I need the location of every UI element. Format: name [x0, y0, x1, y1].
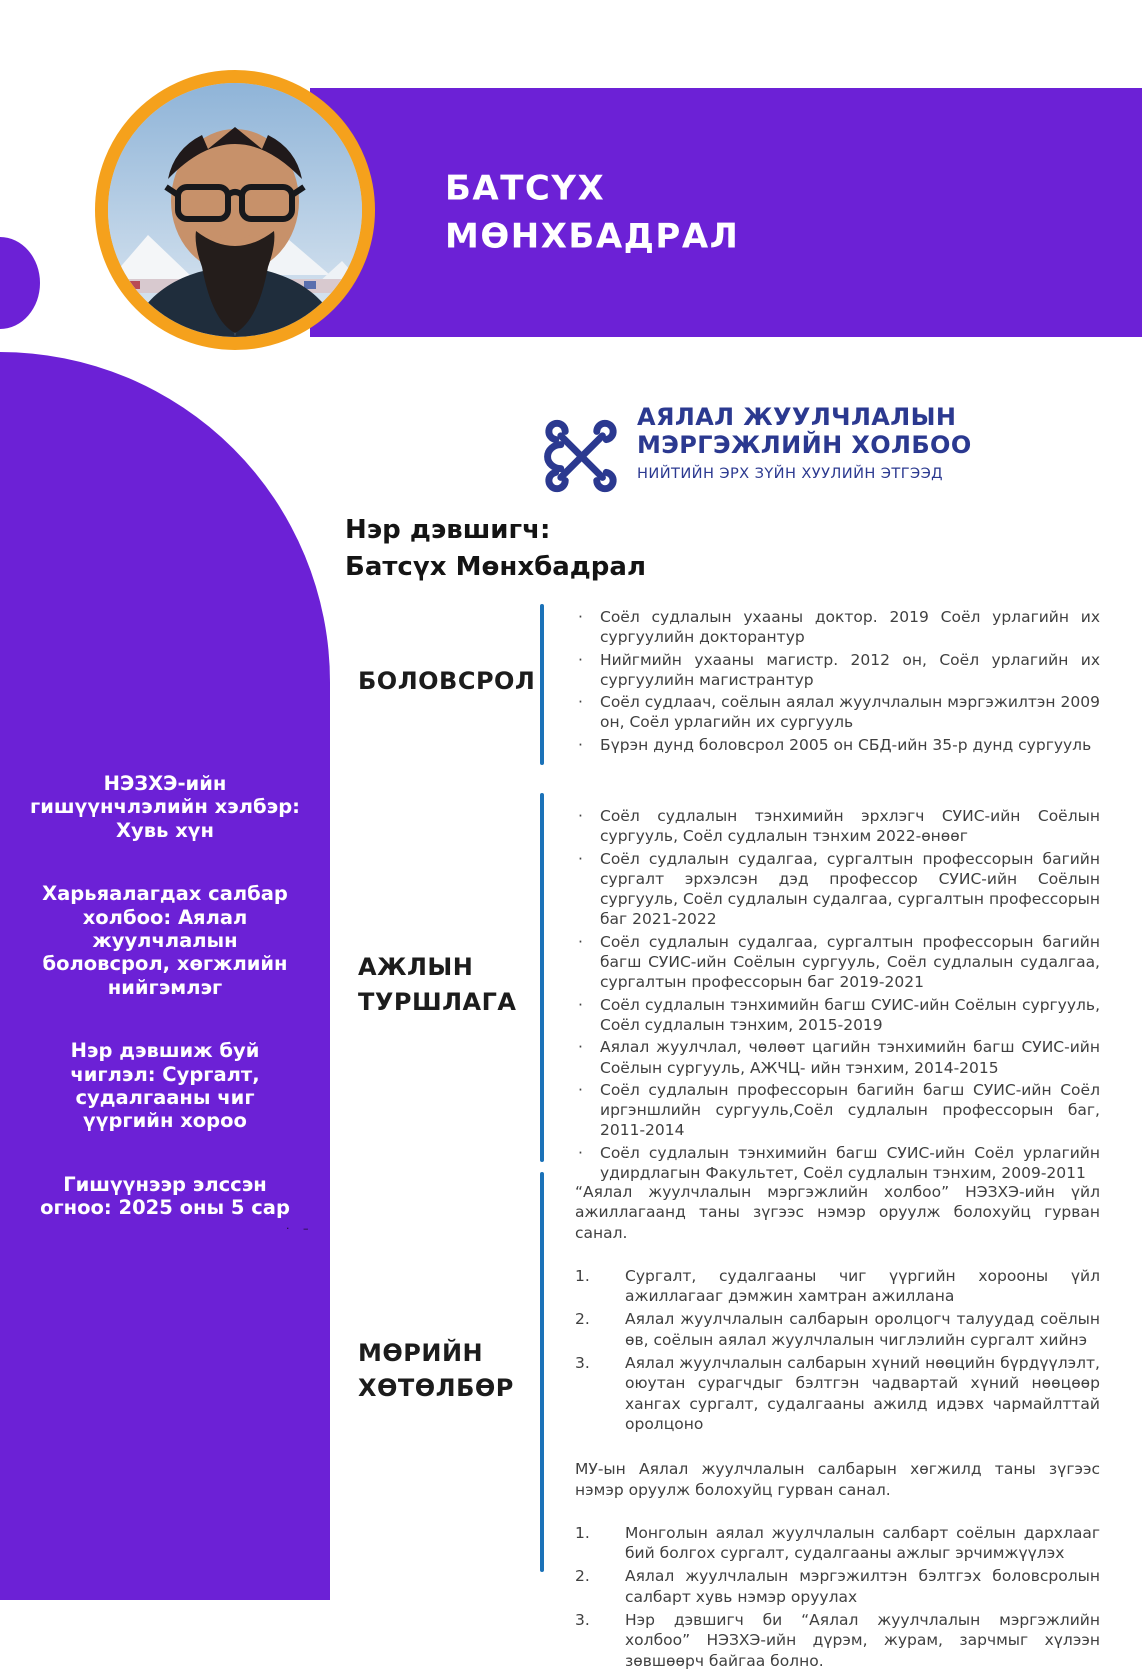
platform-divider-line — [540, 1172, 544, 1572]
portrait-illustration — [108, 83, 362, 337]
logo-title-line1: АЯЛАЛ ЖУУЛЧЛАЛЫН — [637, 403, 957, 431]
platform-list2-item: Нэр дэвшигч би “Аялал жуулчлалын мэргэжлийн холбоо” НЭЗХЭ-ийн дүрэм, журам, зарчмыг хүлээн зөвшөөрч байгаа болно. — [625, 1611, 1100, 1670]
candidate-name: Батсүх Мөнхбадрал — [345, 551, 646, 582]
education-bullet-item: · Нийгмийн ухааны магистр. 2012 он, Соёл урлагийн их сургуулийн магистрантур — [600, 650, 1100, 691]
platform-list1-item: Сургалт, судалгааны чиг үүргийн хорооны үйл ажиллагааг дэмжин хамтран ажиллана — [625, 1266, 1100, 1306]
education-content — [575, 607, 1100, 757]
platform-list-1 — [575, 1266, 1100, 1434]
sidebar-info — [0, 772, 330, 1259]
experience-heading — [358, 950, 517, 1020]
purple-petal-accent — [0, 237, 40, 329]
platform-heading-line2: ХӨТӨЛБӨР — [358, 1373, 514, 1402]
platform-heading — [358, 1336, 514, 1406]
platform-list1-item: Аялал жуулчлалын салбарын хүний нөөцийн бүрдүүлэлт, оюутан сурагчдыг бэлтгэн чадвартай хүний нөөцөөр хангах сургалт, судалгааны ажилд идэвх чармайлттай оролцоно — [625, 1354, 1100, 1433]
education-bullet-item: · Соёл судлалын ухааны доктор. 2019 Соёл урлагийн их сургуулийн докторантур — [600, 607, 1100, 648]
sidebar-member-since: Гишүүнээр элссэн огноо: 2025 оны 5 сар — [40, 1172, 290, 1220]
logo-subtitle: НИЙТИЙН ЭРХ ЗҮЙН ХУУЛИЙН ЭТГЭЭД — [637, 464, 943, 482]
experience-bullet-item: · Соёл судлалын тэнхимийн эрхлэгч СУИС-ийн Соёлын сургууль, Соёл судлалын тэнхим 2022-өнөөг — [600, 806, 1100, 847]
education-divider-line — [540, 604, 544, 765]
experience-bullet-item: · Соёл судлалын тэнхимийн багш СУИС-ийн Соёл урлагийн удирдлагын Факультет, Соёл судлалын тэнхим, 2009-2011 — [600, 1143, 1100, 1184]
platform-list2-item: Аялал жуулчлалын мэргэжилтэн бэлтгэх боловсролын салбарт хувь нэмэр оруулах — [625, 1567, 1100, 1606]
candidate-intro — [345, 512, 646, 586]
left-purple-column — [0, 352, 330, 1600]
experience-divider-line — [540, 793, 544, 1162]
banner-name-line1: БАТСҮХ — [445, 168, 606, 209]
candidate-label: Нэр дэвшигч: — [345, 515, 551, 545]
experience-bullet-item: · Соёл судлалын тэнхимийн багш СУИС-ийн Соёлын сургууль, Соёл судлалын тэнхим, 2015-2019 — [600, 995, 1100, 1036]
portrait-photo — [95, 70, 375, 350]
experience-bullet-item: · Аялал жуулчлал, чөлөөт цагийн тэнхимийн багш СУИС-ийн Соёлын сургууль, АЖЧЦ- ийн тэнхим, 2014-2015 — [600, 1037, 1100, 1078]
sidebar-membership-type: НЭЗХЭ-ийн гишүүнчлэлийн хэлбэр: Хувь хүн — [30, 772, 300, 842]
association-logo-text — [637, 404, 972, 482]
experience-bullet-list — [575, 806, 1100, 1183]
experience-bullet-item: · Соёл судлалын судалгаа, сургалтын профессорын багийн сургалт эрхэлсэн дэд профессор СУИС-ийн Соёлын сургууль, Соёл судлалын судалгаа, сургалтын профессорын баг 2021-2022 — [600, 849, 1100, 930]
education-bullet-list — [575, 607, 1100, 755]
banner-name-line2: МӨНХБАДРАЛ — [445, 216, 740, 257]
education-bullet-item: · Соёл судлаач, соёлын аялал жуулчлалын мэргэжилтэн 2009 он, Соёл урлагийн их сургууль — [600, 692, 1100, 733]
logo-title-line2: МЭРГЭЖЛИЙН ХОЛБОО — [637, 430, 972, 459]
experience-heading-line2: ТУРШЛАГА — [358, 987, 517, 1016]
experience-bullet-item: · Соёл судлалын судалгаа, сургалтын профессорын багийн багш СУИС-ийн Соёлын сургууль, Соёл судлалын судалгаа, сургалтын профессорын баг 2019-2021 — [600, 932, 1100, 993]
association-logo — [540, 404, 972, 502]
name-banner — [310, 88, 1142, 337]
education-heading: БОЛОВСРОЛ — [358, 667, 536, 695]
banner-candidate-name — [445, 164, 739, 261]
experience-heading-line1: АЖЛЫН — [358, 953, 474, 981]
sidebar-nomination-direction: Нэр дэвшиж буй чиглэл: Сургалт, судалгааны чиг үүргийн хороо — [70, 1039, 260, 1133]
platform-content — [575, 1182, 1100, 1674]
experience-content — [575, 806, 1100, 1185]
endless-knot-logo-icon — [540, 410, 622, 502]
platform-list-2 — [575, 1523, 1100, 1671]
platform-intro-1: “Аялал жуулчлалын мэргэжлийн холбоо” НЭЗХЭ-ийн үйл ажиллагаанд таны зүгээс нэмэр оруулж болохуйц гурван санал. — [575, 1183, 1100, 1242]
stray-print-marks: · – — [286, 1222, 314, 1235]
platform-intro-2: МУ-ын Аялал жуулчлалын салбарын хөгжилд таны зүгээс нэмэр оруулж болохуйц гурван санал. — [575, 1460, 1100, 1499]
platform-list1-item: Аялал жуулчлалын салбарын оролцогч талуудад соёлын өв, соёлын аялал жуулчлалын чиглэлийн сургалт хийнэ — [625, 1310, 1100, 1349]
education-bullet-item: · Бүрэн дунд боловсрол 2005 он СБД-ийн 35-р дунд сургууль — [600, 735, 1100, 755]
sidebar-branch-association: Харьяалагдах салбар холбоо: Аялал жуулчлалын боловсрол, хөгжлийн нийгэмлэг — [42, 882, 288, 999]
platform-list2-item: Монголын аялал жуулчлалын салбарт соёлын дархлааг бий болгох сургалт, судалгааны ажлыг эрчимжүүлэх — [625, 1523, 1100, 1563]
experience-bullet-item: · Соёл судлалын профессорын багийн багш СУИС-ийн Соёл иргэншлийн сургууль,Соёл судлалын профессорын баг, 2011-2014 — [600, 1080, 1100, 1141]
platform-heading-line1: МӨРИЙН — [358, 1339, 484, 1367]
